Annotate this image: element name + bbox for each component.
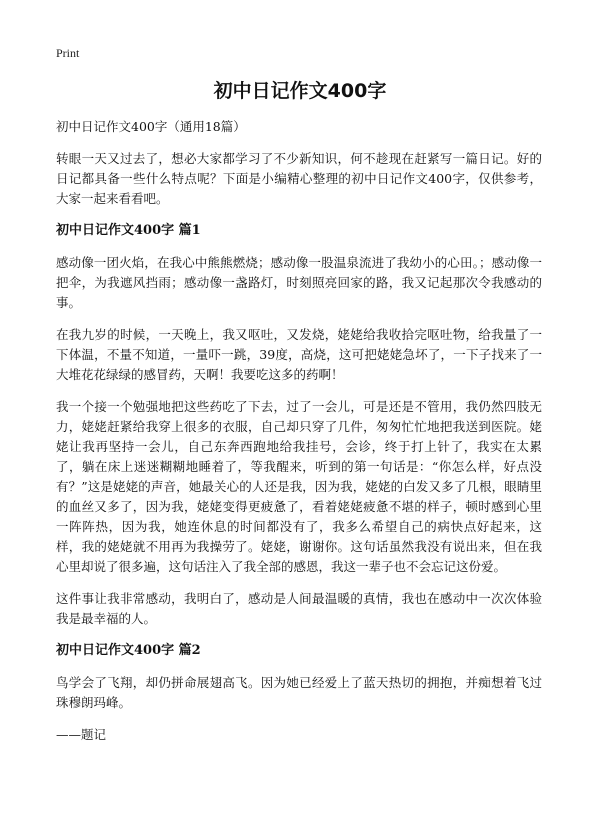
- section-heading-1: 初中日记作文400字 篇1: [56, 223, 201, 238]
- article-body: [56, 117, 542, 745]
- intro-paragraph: 转眼一天又过去了，想必大家都学习了不少新知识，何不趁现在赶紧写一篇日记。好的日记都具备一些什么特点呢？下面是小编精心整理的初中日记作文400字，仅供参考，大家一起来看看吧。: [56, 151, 542, 206]
- section-1-paragraph-3: 我一个接一个勉强地把这些药吃了下去，过了一会儿，可是还是不管用，我仍然四肢无力，姥姥赶紧给我穿上很多的衣服，自己却只穿了几件，匆匆忙忙地把我送到医院。姥姥让我再坚持一会儿，自己东奔西跑地给我挂号，会诊，终于打上针了，我实在太累了，躺在床上迷迷糊糊地睡着了，等我醒来，听到的第一句话是：“你怎么样，好点没有？”这是姥姥的声音，她最关心的人还是我，因为我，姥姥的白发又多了几根，眼睛里的血丝又多了，因为我，姥姥变得更疲惫了，看着姥姥疲惫不堪的样子，顿时感到心里一阵阵热，因为我，她连休息的时间都没有了，我多么希望自己的病快点好起来，这样，我的姥姥就不用再为我操劳了。姥姥，谢谢你。这句话虽然我没有说出来，但在我心里却说了很多遍，这句话注入了我全部的感恩，我这一辈子也不会忘记这份爱。: [56, 399, 542, 574]
- section-2-paragraph-1: 鸟学会了飞翔，却仍拼命展翅高飞。因为她已经爱上了蓝天热切的拥抱，并痴想着飞过珠穆朗玛峰。: [56, 675, 542, 710]
- section-1-paragraph-1: 感动像一团火焰，在我心中熊熊燃烧；感动像一股温泉流进了我幼小的心田。；感动像一把伞，为我遮风挡雨；感动像一盏路灯，时刻照亮回家的路，我又记起那次令我感动的事。: [56, 255, 542, 310]
- print-link[interactable]: Print: [56, 46, 80, 60]
- section-1-paragraph-2: 在我九岁的时候，一天晚上，我又呕吐，又发烧，姥姥给我收拾完呕吐物，给我量了一下体温，不量不知道，一量吓一跳，39度，高烧，这可把姥姥急坏了，一下子找来了一大堆花花绿绿的感冒药，天啊！我要吃这多的药啊！: [56, 327, 542, 382]
- article-subtitle: 初中日记作文400字（通用18篇）: [56, 119, 246, 134]
- section-heading-2: 初中日记作文400字 篇2: [56, 643, 201, 658]
- section-1-paragraph-4: 这件事让我非常感动，我明白了，感动是人间最温暖的真情，我也在感动中一次次体验我是最幸福的人。: [56, 591, 542, 626]
- page-title: 初中日记作文400字: [213, 80, 387, 102]
- epigraph-signature: ——题记: [56, 727, 107, 742]
